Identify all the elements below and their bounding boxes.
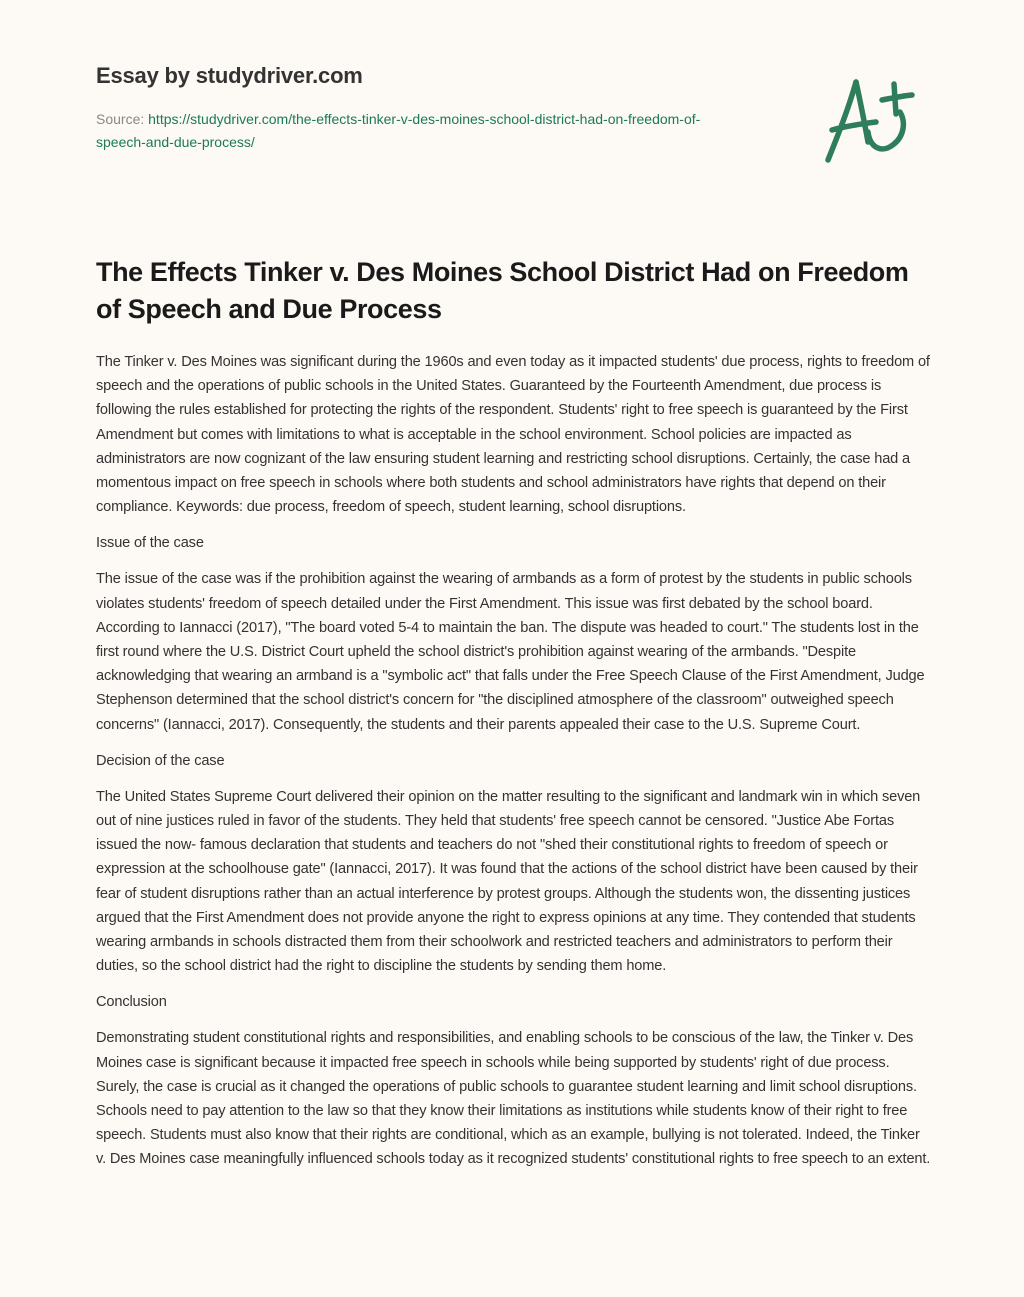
source-label: Source: xyxy=(96,111,149,127)
essay-title: The Effects Tinker v. Des Moines School District Had on Freedom of Speech and Due Process xyxy=(96,257,909,324)
section-heading: Decision of the case xyxy=(96,752,225,769)
page-header xyxy=(96,62,796,154)
section-issue xyxy=(96,531,932,736)
section-heading: Issue of the case xyxy=(96,535,204,552)
section-body: The issue of the case was if the prohibition against the wearing of armbands as a form of protest by the students in public schools violates students' freedom of speech detailed under the First Amendment. This issue was first debated by the school board. According to Iannacci (2017), "The board voted 5-4 to maintain the ban. The dispute was headed to court." The students lost in the first round where the U.S. District Court upheld the school district's prohibition against wearing of the armbands. "Despite acknowledging that wearing an armband is a "symbolic act" that falls under the Free Speech Clause of the First Amendment, Judge Stephenson determined that the school district's concern for "the disciplined atmosphere of the classroom" outweighed speech concerns" (Iannacci, 2017). Consequently, the students and their parents appealed their case to the U.S. Supreme Court. xyxy=(96,571,925,733)
intro-paragraph: The Tinker v. Des Moines was significant during the 1960s and even today as it impacted students' due process, rights to freedom of speech and the operations of public schools in the United States. Guaranteed by the Fourteenth Amendment, due process is following the rules established for protecting the rights of the respondent. Students' right to free speech is guaranteed by the First Amendment but comes with limitations to what is acceptable in the school environment. School policies are impacted as administrators are now cognizant of the law ensuring student learning and restricting school disruptions. Certainly, the case had a momentous impact on free speech in schools where both students and school administrators have rights that depend on their compliance. Keywords: due process, freedom of speech, student learning, school disruptions. xyxy=(96,354,930,516)
a-plus-grade-icon xyxy=(820,70,930,170)
section-body: Demonstrating student constitutional rights and responsibilities, and enabling schools to be conscious of the law, the Tinker v. Des Moines case is significant because it impacted free speech in schools while being supported by students' right of due process. Surely, the case is crucial as it changed the operations of public schools to guarantee student learning and limit school disruptions. Schools need to pay attention to the law so that they know their limitations as institutions while students know of their right to free speech. Students must also know that their rights are conditional, which as an example, bullying is not tolerated. Indeed, the Tinker v. Des Moines case meaningfully influenced schools today as it recognized students' constitutional rights to free speech to an extent. xyxy=(96,1030,931,1168)
source-link[interactable]: https://studydriver.com/the-effects-tinker-v-des-moines-school-district-had-on-freedom-of-speech-and-due-process/ xyxy=(96,111,701,150)
source-line xyxy=(96,108,706,154)
essay-content xyxy=(96,254,932,1184)
site-title: Essay by studydriver.com xyxy=(96,63,363,88)
section-decision xyxy=(96,749,932,979)
section-conclusion xyxy=(96,990,932,1171)
section-heading: Conclusion xyxy=(96,994,167,1011)
section-body: The United States Supreme Court delivered their opinion on the matter resulting to the significant and landmark win in which seven out of nine justices ruled in favor of the students. They held that students' free speech cannot be censored. "Justice Abe Fortas issued the now- famous declaration that students and teachers do not "shed their constitutional rights to freedom of speech or expression at the schoolhouse gate" (Iannacci, 2017). It was found that the actions of the school district have been caused by their fear of student disruptions rather than an actual interference by protest groups. Although the students won, the dissenting justices argued that the First Amendment does not provide anyone the right to express opinions at any time. They contended that students wearing armbands in schools distracted them from their schoolwork and restricted teachers and administrators to perform their duties, so the school district had the right to discipline the students by sending them home. xyxy=(96,788,921,975)
